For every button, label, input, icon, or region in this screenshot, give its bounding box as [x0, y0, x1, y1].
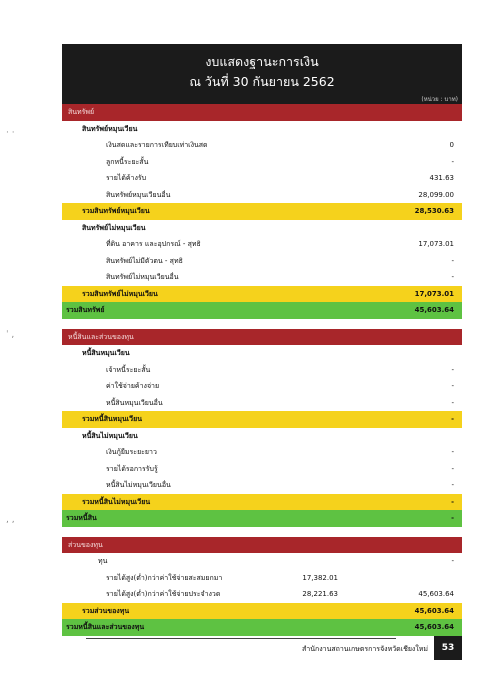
item-label: เงินสดและรายการเทียบเท่าเงินสด — [106, 141, 208, 149]
assets-total — [62, 302, 462, 319]
item-value: - — [451, 273, 454, 281]
current-liabilities-title: หนี้สินหมุนเวียน — [82, 349, 130, 357]
item-value: 17,073.01 — [418, 240, 454, 248]
list-item — [62, 253, 462, 270]
item-label: ทุน — [98, 557, 108, 565]
scan-mark-2: ˈ , — [6, 330, 15, 340]
list-item — [62, 269, 462, 286]
total-label: รวมส่วนของทุน — [82, 606, 130, 615]
footer-org: สำนักงานสถานเกษตรการจังหวัดเชียงใหม่ — [302, 645, 428, 653]
report-title: งบแสดงฐานะการเงิน — [205, 54, 319, 69]
item-label: เจ้าหนี้ระยะสั้น — [106, 365, 151, 374]
item-value: - — [451, 398, 454, 407]
current-liabilities-total — [62, 411, 462, 428]
unit-label: (หน่วย : บาท) — [421, 96, 458, 103]
list-item — [62, 570, 462, 587]
list-item — [62, 187, 462, 204]
total-label: รวมหนี้สิน — [66, 514, 97, 522]
list-item — [62, 236, 462, 253]
list-item — [62, 586, 462, 603]
list-item — [62, 170, 462, 187]
page-number: 53 — [434, 636, 462, 660]
item-value: - — [451, 382, 454, 390]
balance-sheet — [62, 44, 462, 636]
current-assets-total — [62, 203, 462, 220]
item-label: ค่าใช้จ่ายค้างจ่าย — [106, 382, 160, 390]
item-label: สินทรัพย์หมุนเวียนอื่น — [106, 190, 171, 199]
item-value: - — [451, 365, 454, 374]
report-date: ณ วันที่ 30 กันยายน 2562 — [189, 74, 335, 89]
list-item — [62, 553, 462, 570]
item-value: - — [451, 448, 454, 456]
total-label: รวมสินทรัพย์หมุนเวียน — [82, 207, 150, 215]
total-value: 28,530.63 — [414, 207, 454, 215]
item-value: - — [451, 464, 454, 473]
scan-mark-1: · · — [6, 128, 15, 138]
item-value: - — [451, 481, 454, 489]
total-label: รวมหนี้สินและส่วนของทุน — [66, 623, 145, 631]
item-value: - — [451, 157, 454, 166]
equity-section-header: ส่วนของทุน — [62, 537, 462, 554]
item-value: 0 — [449, 141, 454, 149]
page-footer — [62, 636, 462, 662]
total-value: - — [451, 497, 454, 506]
current-assets-title: สินทรัพย์หมุนเวียน — [82, 124, 138, 133]
list-item — [62, 461, 462, 478]
list-item — [62, 378, 462, 395]
item-label: รายได้สูง(ต่ำ)กว่าค่าใช้จ่ายประจำงวด — [106, 590, 221, 598]
item-label: รายได้ค้างรับ — [106, 174, 147, 182]
total-value: 45,603.64 — [414, 306, 454, 314]
liabilities-total — [62, 510, 462, 527]
noncurrent-assets-title: สินทรัพย์ไม่หมุนเวียน — [82, 223, 146, 232]
scan-mark-3: , , — [6, 515, 15, 525]
liabilities-equity-total — [62, 619, 462, 636]
noncurrent-liabilities-title: หนี้สินไม่หมุนเวียน — [82, 431, 138, 440]
list-item — [62, 362, 462, 379]
item-label: รายได้รอการรับรู้ — [106, 464, 158, 473]
noncurrent-liabilities-total — [62, 494, 462, 511]
total-label: รวมหนี้สินหมุนเวียน — [82, 415, 142, 423]
item-value: - — [451, 256, 454, 265]
item-label: รายได้สูง(ต่ำ)กว่าค่าใช้จ่ายสะสมยกมา — [106, 573, 223, 582]
list-item — [62, 137, 462, 154]
equity-total — [62, 603, 462, 620]
item-label: ที่ดิน อาคาร และอุปกรณ์ - สุทธิ — [106, 240, 201, 248]
report-header — [62, 44, 462, 104]
total-label: รวมสินทรัพย์ไม่หมุนเวียน — [82, 289, 158, 298]
item-sub-value: 17,382.01 — [302, 573, 338, 582]
item-label: สินทรัพย์ไม่มีตัวตน - สุทธิ — [106, 256, 183, 265]
item-value: - — [451, 557, 454, 565]
item-label: สินทรัพย์ไม่หมุนเวียนอื่น — [106, 273, 179, 281]
total-value: 45,603.64 — [414, 623, 454, 631]
list-item — [62, 154, 462, 171]
total-value: - — [451, 514, 454, 522]
liabilities-section-header: หนี้สินและส่วนของทุน — [62, 329, 462, 346]
item-label: เงินกู้ยืมระยะยาว — [106, 448, 157, 456]
total-value: 45,603.64 — [414, 606, 454, 615]
item-value: 28,099.00 — [418, 190, 454, 199]
list-item — [62, 444, 462, 461]
total-label: รวมหนี้สินไม่หมุนเวียน — [82, 497, 151, 506]
total-label: รวมสินทรัพย์ — [66, 306, 105, 314]
item-value: 45,603.64 — [418, 590, 454, 598]
total-value: 17,073.01 — [414, 289, 454, 298]
item-label: หนี้สินหมุนเวียนอื่น — [106, 398, 163, 407]
item-sub-value: 28,221.63 — [302, 590, 338, 598]
list-item — [62, 395, 462, 412]
footer-divider — [86, 638, 396, 639]
noncurrent-assets-total — [62, 286, 462, 303]
total-value: - — [451, 415, 454, 423]
list-item — [62, 477, 462, 494]
item-label: ลูกหนี้ระยะสั้น — [106, 157, 149, 166]
item-label: หนี้สินไม่หมุนเวียนอื่น — [106, 481, 171, 489]
item-value: 431.63 — [429, 174, 454, 182]
assets-section-header: สินทรัพย์ — [62, 104, 462, 121]
